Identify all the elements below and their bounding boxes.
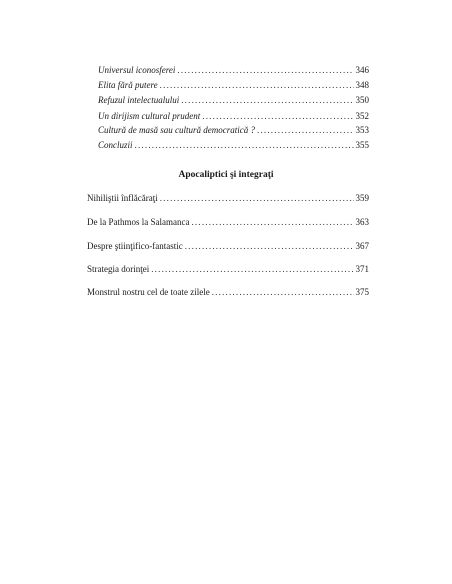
toc-entry-title: Refuzul intelectualului — [98, 95, 180, 105]
toc-entry-page: 346 — [355, 65, 369, 75]
toc-entry-page: 348 — [355, 80, 369, 90]
toc-entry-page: 363 — [355, 217, 369, 227]
toc-entry-title: Elita fără putere — [98, 80, 158, 90]
toc-entry-title: Despre ştiinţifico-fantastic — [87, 241, 183, 251]
dot-leader — [135, 139, 354, 151]
toc-entry-page: 359 — [355, 193, 369, 203]
toc-entry-title: Strategia dorinţei — [87, 264, 150, 274]
toc-entry-title: Cultură de masă sau cultură democratică ? — [98, 125, 255, 135]
toc-entry-page: 353 — [355, 125, 369, 135]
toc-entry-page: 355 — [355, 140, 369, 150]
toc-entry — [87, 192, 369, 204]
dot-leader — [202, 110, 353, 122]
toc-entry — [98, 64, 369, 76]
toc-entry-page: 371 — [355, 264, 369, 274]
toc-entry-page: 352 — [355, 111, 369, 121]
toc-entry-page: 367 — [355, 241, 369, 251]
toc-entry — [98, 94, 369, 106]
toc-entry-title: Monstrul nostru cel de toate zilele — [87, 287, 210, 297]
toc-entry-title: De la Pathmos la Salamanca — [87, 217, 190, 227]
toc-entry — [87, 286, 369, 298]
toc-entry — [98, 79, 369, 91]
toc-entry — [98, 110, 369, 122]
dot-leader — [151, 263, 353, 275]
toc-entry-page: 350 — [355, 95, 369, 105]
toc-entry-title: Un dirijism cultural prudent — [98, 111, 201, 121]
toc-entry — [98, 124, 369, 136]
dot-leader — [212, 286, 354, 298]
dot-leader — [160, 192, 354, 204]
dot-leader — [181, 94, 353, 106]
toc-entry — [87, 240, 369, 252]
toc-entry — [87, 263, 369, 275]
toc-entry — [87, 216, 369, 228]
toc-entry-title: Universul iconosferei — [98, 65, 176, 75]
dot-leader — [257, 124, 354, 136]
dot-leader — [185, 240, 354, 252]
toc-entry-title: Concluzii — [98, 140, 133, 150]
toc-entry — [98, 139, 369, 151]
dot-leader — [160, 79, 354, 91]
toc-entry-page: 375 — [355, 287, 369, 297]
section-heading: Apocaliptici şi integraţi — [178, 170, 274, 180]
toc-entry-title: Nihiliştii înflăcăraţi — [87, 193, 158, 203]
dot-leader — [177, 64, 353, 76]
dot-leader — [191, 216, 353, 228]
